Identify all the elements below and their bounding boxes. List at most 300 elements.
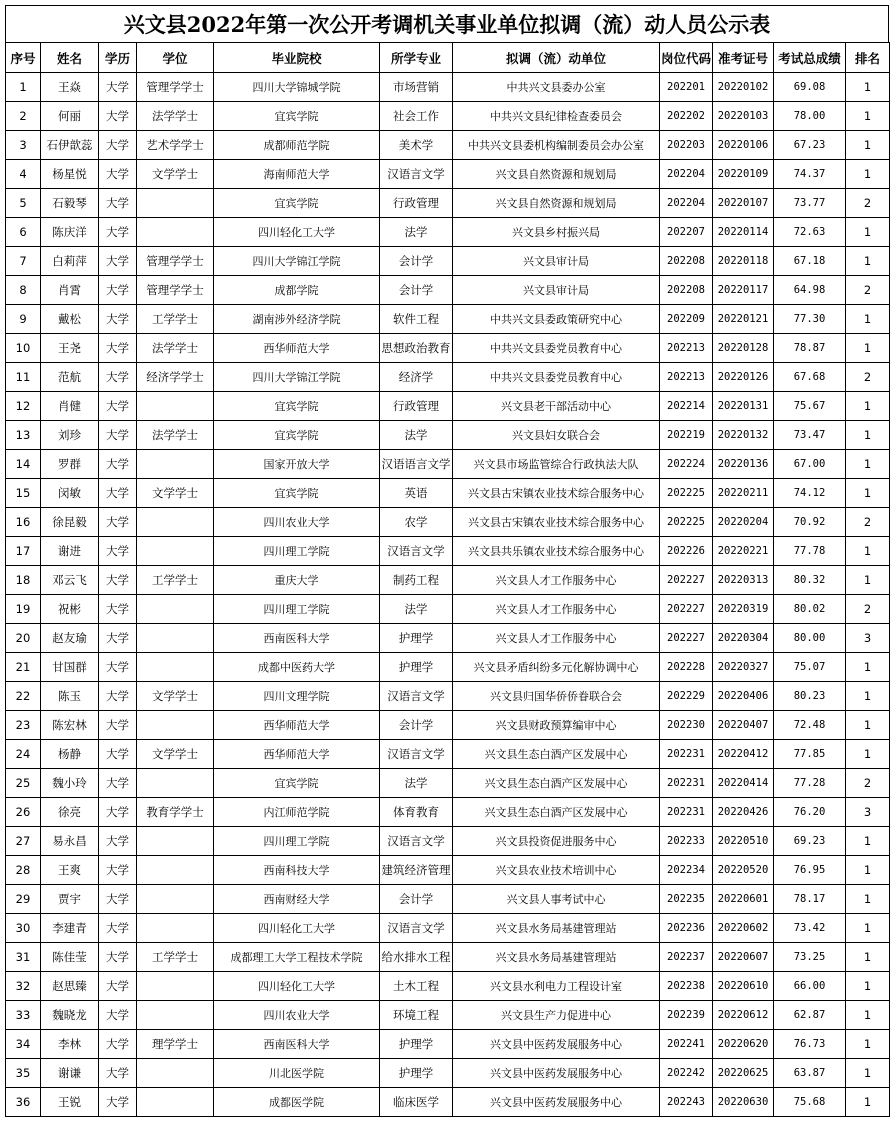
col-post-code-cell: 202231 [660,769,713,798]
col-exam-id-cell: 20220319 [713,595,774,624]
col-score-cell: 76.20 [774,798,846,827]
col-seq-cell: 22 [6,682,41,711]
col-degree-cell: 工学学士 [137,943,214,972]
col-school-cell: 四川农业大学 [214,1001,380,1030]
col-rank-cell: 1 [846,102,890,131]
col-major-cell: 土木工程 [380,972,453,1001]
col-school-cell: 西华师范大学 [214,334,380,363]
table-row [6,740,890,769]
col-unit-cell: 兴文县中医药发展服务中心 [453,1059,660,1088]
col-major-cell: 行政管理 [380,392,453,421]
col-name-cell: 闵敏 [41,479,99,508]
table-header-row [6,43,890,73]
col-school-cell: 西南财经大学 [214,885,380,914]
col-unit-cell: 兴文县妇女联合会 [453,421,660,450]
col-major-cell: 行政管理 [380,189,453,218]
col-post-code-cell: 202234 [660,856,713,885]
col-seq-cell: 8 [6,276,41,305]
col-seq-cell: 14 [6,450,41,479]
col-rank-header: 排名 [846,43,890,73]
col-rank-cell: 1 [846,914,890,943]
col-major-cell: 市场营销 [380,73,453,102]
col-unit-cell: 中共兴文县委党员教育中心 [453,363,660,392]
col-unit-cell: 兴文县生产力促进中心 [453,1001,660,1030]
col-exam-id-cell: 20220327 [713,653,774,682]
col-school-cell: 四川农业大学 [214,508,380,537]
col-score-cell: 75.68 [774,1088,846,1117]
table-row [6,1001,890,1030]
col-rank-cell: 3 [846,624,890,653]
col-score-cell: 67.68 [774,363,846,392]
col-exam-id-cell: 20220204 [713,508,774,537]
col-rank-cell: 1 [846,537,890,566]
col-education-cell: 大学 [99,276,137,305]
col-degree-cell [137,972,214,1001]
col-score-cell: 72.48 [774,711,846,740]
col-unit-cell: 中共兴文县委政策研究中心 [453,305,660,334]
table-row [6,247,890,276]
table-row [6,682,890,711]
col-major-cell: 社会工作 [380,102,453,131]
col-unit-cell: 兴文县人事考试中心 [453,885,660,914]
col-name-cell: 杨静 [41,740,99,769]
col-education-cell: 大学 [99,1088,137,1117]
col-seq-cell: 35 [6,1059,41,1088]
col-post-code-cell: 202208 [660,247,713,276]
col-rank-cell: 1 [846,247,890,276]
col-name-cell: 邓云飞 [41,566,99,595]
col-post-code-cell: 202213 [660,363,713,392]
table-row [6,653,890,682]
table-row [6,1088,890,1117]
col-name-cell: 白莉萍 [41,247,99,276]
col-seq-cell: 31 [6,943,41,972]
col-education-cell: 大学 [99,305,137,334]
col-unit-cell: 兴文县人才工作服务中心 [453,624,660,653]
col-education-cell: 大学 [99,102,137,131]
col-rank-cell: 2 [846,508,890,537]
col-seq-cell: 2 [6,102,41,131]
col-rank-cell: 1 [846,1030,890,1059]
col-score-cell: 80.02 [774,595,846,624]
col-seq-cell: 32 [6,972,41,1001]
table-row [6,595,890,624]
col-score-cell: 78.00 [774,102,846,131]
col-education-cell: 大学 [99,247,137,276]
col-unit-cell: 兴文县自然资源和规划局 [453,189,660,218]
col-major-cell: 法学 [380,595,453,624]
col-name-cell: 徐亮 [41,798,99,827]
col-school-cell: 四川轻化工大学 [214,972,380,1001]
table-body [6,73,890,1117]
col-unit-cell: 兴文县人才工作服务中心 [453,595,660,624]
col-education-cell: 大学 [99,73,137,102]
col-exam-id-cell: 20220132 [713,421,774,450]
col-name-cell: 陈庆洋 [41,218,99,247]
col-post-code-cell: 202227 [660,595,713,624]
col-exam-id-cell: 20220128 [713,334,774,363]
col-post-code-cell: 202225 [660,508,713,537]
table-row [6,798,890,827]
col-degree-cell [137,856,214,885]
col-seq-cell: 34 [6,1030,41,1059]
table-row [6,769,890,798]
col-post-code-cell: 202243 [660,1088,713,1117]
col-score-cell: 62.87 [774,1001,846,1030]
col-degree-cell [137,1088,214,1117]
col-exam-id-cell: 20220136 [713,450,774,479]
col-post-code-cell: 202208 [660,276,713,305]
col-school-cell: 湖南涉外经济学院 [214,305,380,334]
col-score-cell: 73.42 [774,914,846,943]
col-seq-cell: 21 [6,653,41,682]
table-row [6,508,890,537]
col-exam-id-cell: 20220426 [713,798,774,827]
col-name-cell: 徐昆毅 [41,508,99,537]
col-seq-cell: 36 [6,1088,41,1117]
col-score-cell: 63.87 [774,1059,846,1088]
col-post-code-cell: 202237 [660,943,713,972]
col-school-cell: 四川轻化工大学 [214,218,380,247]
col-major-cell: 汉语言文学 [380,827,453,856]
col-rank-cell: 2 [846,276,890,305]
col-score-cell: 70.92 [774,508,846,537]
col-school-cell: 宜宾学院 [214,479,380,508]
col-rank-cell: 3 [846,798,890,827]
col-rank-cell: 1 [846,972,890,1001]
col-seq-cell: 29 [6,885,41,914]
col-school-cell: 成都理工大学工程技术学院 [214,943,380,972]
col-name-cell: 何丽 [41,102,99,131]
col-education-cell: 大学 [99,160,137,189]
col-exam-id-cell: 20220126 [713,363,774,392]
col-unit-cell: 兴文县水务局基建管理站 [453,943,660,972]
col-exam-id-cell: 20220107 [713,189,774,218]
col-unit-cell: 兴文县中医药发展服务中心 [453,1030,660,1059]
col-degree-cell [137,508,214,537]
col-exam-id-cell: 20220612 [713,1001,774,1030]
col-school-cell: 内江师范学院 [214,798,380,827]
col-degree-cell [137,711,214,740]
col-seq-cell: 6 [6,218,41,247]
col-rank-cell: 2 [846,769,890,798]
col-score-cell: 67.18 [774,247,846,276]
col-seq-cell: 20 [6,624,41,653]
col-major-cell: 经济学 [380,363,453,392]
col-education-cell: 大学 [99,392,137,421]
table-row [6,276,890,305]
col-major-cell: 建筑经济管理 [380,856,453,885]
table-row [6,711,890,740]
col-exam-id-cell: 20220610 [713,972,774,1001]
col-rank-cell: 1 [846,218,890,247]
col-name-cell: 李林 [41,1030,99,1059]
col-name-cell: 陈佳莹 [41,943,99,972]
col-major-cell: 给水排水工程 [380,943,453,972]
col-name-cell: 王焱 [41,73,99,102]
col-post-code-cell: 202229 [660,682,713,711]
col-major-cell: 汉语言文学 [380,682,453,711]
col-score-cell: 76.95 [774,856,846,885]
col-rank-cell: 1 [846,334,890,363]
col-school-cell: 四川轻化工大学 [214,914,380,943]
col-school-header: 毕业院校 [214,43,380,73]
col-exam-id-cell: 20220620 [713,1030,774,1059]
col-name-cell: 范航 [41,363,99,392]
col-major-cell: 护理学 [380,1059,453,1088]
col-education-cell: 大学 [99,595,137,624]
col-major-cell: 英语 [380,479,453,508]
col-unit-header: 拟调（流）动单位 [453,43,660,73]
col-unit-cell: 兴文县归国华侨侨眷联合会 [453,682,660,711]
col-major-cell: 农学 [380,508,453,537]
col-seq-cell: 1 [6,73,41,102]
col-post-code-header: 岗位代码 [660,43,713,73]
col-education-cell: 大学 [99,131,137,160]
col-seq-cell: 9 [6,305,41,334]
col-post-code-cell: 202219 [660,421,713,450]
col-rank-cell: 1 [846,682,890,711]
col-degree-cell [137,595,214,624]
col-degree-cell: 法学学士 [137,102,214,131]
col-exam-id-cell: 20220630 [713,1088,774,1117]
col-education-cell: 大学 [99,566,137,595]
col-score-cell: 78.17 [774,885,846,914]
col-degree-cell: 理学学士 [137,1030,214,1059]
col-school-cell: 四川文理学院 [214,682,380,711]
col-degree-cell: 文学学士 [137,740,214,769]
col-score-cell: 77.30 [774,305,846,334]
col-major-cell: 汉语言文学 [380,914,453,943]
col-degree-cell: 法学学士 [137,334,214,363]
col-school-cell: 宜宾学院 [214,421,380,450]
col-degree-cell [137,624,214,653]
col-name-header: 姓名 [41,43,99,73]
col-name-cell: 杨星悦 [41,160,99,189]
col-score-cell: 73.47 [774,421,846,450]
col-major-cell: 体育教育 [380,798,453,827]
col-unit-cell: 兴文县古宋镇农业技术综合服务中心 [453,508,660,537]
col-seq-cell: 33 [6,1001,41,1030]
col-exam-id-cell: 20220106 [713,131,774,160]
col-school-cell: 宜宾学院 [214,769,380,798]
col-exam-id-cell: 20220102 [713,73,774,102]
col-exam-id-cell: 20220114 [713,218,774,247]
col-post-code-cell: 202201 [660,73,713,102]
col-name-cell: 赵友瑜 [41,624,99,653]
table-row [6,1030,890,1059]
col-exam-id-cell: 20220211 [713,479,774,508]
col-unit-cell: 中共兴文县委党员教育中心 [453,334,660,363]
col-exam-id-cell: 20220520 [713,856,774,885]
table-row [6,102,890,131]
table-row [6,624,890,653]
col-name-cell: 王爽 [41,856,99,885]
col-exam-id-cell: 20220304 [713,624,774,653]
col-degree-cell: 法学学士 [137,421,214,450]
col-school-cell: 海南师范大学 [214,160,380,189]
col-seq-cell: 17 [6,537,41,566]
col-education-cell: 大学 [99,769,137,798]
col-score-cell: 73.25 [774,943,846,972]
col-seq-header: 序号 [6,43,41,73]
col-seq-cell: 23 [6,711,41,740]
col-score-cell: 69.23 [774,827,846,856]
col-degree-cell: 管理学学士 [137,73,214,102]
col-score-cell: 78.87 [774,334,846,363]
col-rank-cell: 1 [846,305,890,334]
col-unit-cell: 兴文县古宋镇农业技术综合服务中心 [453,479,660,508]
col-education-cell: 大学 [99,972,137,1001]
col-education-cell: 大学 [99,1030,137,1059]
col-exam-id-cell: 20220406 [713,682,774,711]
col-post-code-cell: 202227 [660,566,713,595]
col-score-cell: 64.98 [774,276,846,305]
col-post-code-cell: 202209 [660,305,713,334]
col-rank-cell: 1 [846,566,890,595]
col-school-cell: 四川大学锦城学院 [214,73,380,102]
col-major-cell: 软件工程 [380,305,453,334]
col-major-cell: 美术学 [380,131,453,160]
table-row [6,827,890,856]
col-education-cell: 大学 [99,856,137,885]
col-education-cell: 大学 [99,508,137,537]
col-major-cell: 法学 [380,218,453,247]
col-degree-cell [137,769,214,798]
col-exam-id-header: 准考证号 [713,43,774,73]
col-major-cell: 思想政治教育 [380,334,453,363]
col-rank-cell: 1 [846,653,890,682]
col-name-cell: 易永昌 [41,827,99,856]
col-degree-cell: 工学学士 [137,305,214,334]
col-major-cell: 汉语语言文学 [380,450,453,479]
col-degree-cell [137,914,214,943]
col-school-cell: 国家开放大学 [214,450,380,479]
col-rank-cell: 1 [846,73,890,102]
col-name-cell: 陈宏林 [41,711,99,740]
col-post-code-cell: 202235 [660,885,713,914]
col-name-cell: 谢进 [41,537,99,566]
col-education-header: 学历 [99,43,137,73]
col-seq-cell: 13 [6,421,41,450]
col-seq-cell: 28 [6,856,41,885]
col-post-code-cell: 202226 [660,537,713,566]
col-rank-cell: 1 [846,1088,890,1117]
col-unit-cell: 兴文县共乐镇农业技术综合服务中心 [453,537,660,566]
col-unit-cell: 中共兴文县委机构编制委员会办公室 [453,131,660,160]
col-major-header: 所学专业 [380,43,453,73]
col-exam-id-cell: 20220117 [713,276,774,305]
col-score-header: 考试总成绩 [774,43,846,73]
col-education-cell: 大学 [99,189,137,218]
col-degree-cell [137,885,214,914]
col-post-code-cell: 202242 [660,1059,713,1088]
col-post-code-cell: 202207 [660,218,713,247]
col-rank-cell: 1 [846,450,890,479]
table-row [6,885,890,914]
col-degree-cell: 教育学学士 [137,798,214,827]
table-row [6,160,890,189]
col-name-cell: 石毅琴 [41,189,99,218]
col-score-cell: 66.00 [774,972,846,1001]
col-unit-cell: 兴文县水务局基建管理站 [453,914,660,943]
col-seq-cell: 24 [6,740,41,769]
col-degree-cell: 经济学学士 [137,363,214,392]
col-seq-cell: 26 [6,798,41,827]
table-row [6,479,890,508]
col-name-cell: 魏小玲 [41,769,99,798]
col-education-cell: 大学 [99,914,137,943]
col-post-code-cell: 202241 [660,1030,713,1059]
col-major-cell: 临床医学 [380,1088,453,1117]
col-education-cell: 大学 [99,1059,137,1088]
col-major-cell: 汉语言文学 [380,537,453,566]
col-name-cell: 刘珍 [41,421,99,450]
col-exam-id-cell: 20220407 [713,711,774,740]
col-major-cell: 会计学 [380,247,453,276]
col-degree-header: 学位 [137,43,214,73]
col-unit-cell: 兴文县中医药发展服务中心 [453,1088,660,1117]
col-unit-cell: 兴文县自然资源和规划局 [453,160,660,189]
table-row [6,914,890,943]
col-post-code-cell: 202214 [660,392,713,421]
col-post-code-cell: 202204 [660,189,713,218]
col-school-cell: 宜宾学院 [214,102,380,131]
col-education-cell: 大学 [99,653,137,682]
col-degree-cell [137,218,214,247]
col-school-cell: 成都中医药大学 [214,653,380,682]
col-post-code-cell: 202213 [660,334,713,363]
col-unit-cell: 中共兴文县委办公室 [453,73,660,102]
table-row [6,334,890,363]
col-school-cell: 西南科技大学 [214,856,380,885]
col-degree-cell [137,392,214,421]
col-exam-id-cell: 20220602 [713,914,774,943]
col-unit-cell: 兴文县人才工作服务中心 [453,566,660,595]
col-school-cell: 成都学院 [214,276,380,305]
col-exam-id-cell: 20220131 [713,392,774,421]
col-education-cell: 大学 [99,450,137,479]
table-row [6,392,890,421]
col-name-cell: 赵思臻 [41,972,99,1001]
col-education-cell: 大学 [99,943,137,972]
col-score-cell: 74.12 [774,479,846,508]
col-unit-cell: 兴文县农业技术培训中心 [453,856,660,885]
col-degree-cell [137,827,214,856]
col-unit-cell: 兴文县生态白酒产区发展中心 [453,769,660,798]
col-score-cell: 72.63 [774,218,846,247]
col-rank-cell: 1 [846,856,890,885]
col-rank-cell: 2 [846,595,890,624]
col-unit-cell: 兴文县老干部活动中心 [453,392,660,421]
col-major-cell: 会计学 [380,276,453,305]
col-major-cell: 法学 [380,421,453,450]
col-seq-cell: 12 [6,392,41,421]
col-exam-id-cell: 20220607 [713,943,774,972]
col-school-cell: 西华师范大学 [214,740,380,769]
table-row [6,537,890,566]
table-row [6,131,890,160]
col-major-cell: 护理学 [380,653,453,682]
col-unit-cell: 兴文县投资促进服务中心 [453,827,660,856]
col-major-cell: 汉语言文学 [380,740,453,769]
col-degree-cell: 文学学士 [137,160,214,189]
col-degree-cell [137,653,214,682]
col-education-cell: 大学 [99,421,137,450]
col-rank-cell: 1 [846,392,890,421]
col-name-cell: 罗群 [41,450,99,479]
col-rank-cell: 1 [846,421,890,450]
